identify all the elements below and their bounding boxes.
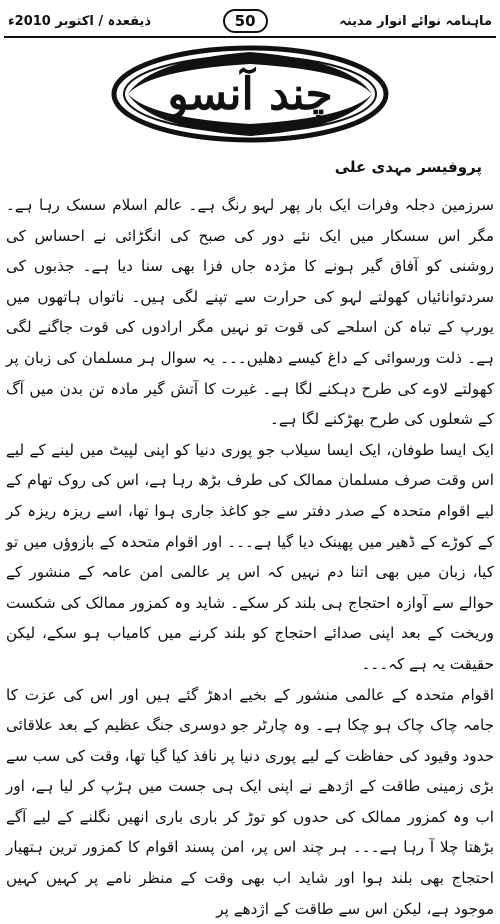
issue-date: ذیقعدہ / اکتوبر 2010ء xyxy=(8,14,151,29)
header-rule xyxy=(4,36,496,38)
paragraph: سرزمین دجلہ وفرات ایک بار پھر لہو رنگ ہے۔ عالم اسلام سسک رہا ہے۔ مگر اس سسکار میں ایک نئے دور کی صبح کی انگڑائی نے احساس کی روشنی کو آفاق گیر ہونے کا مژدہ جاں فزا بھی سنا دیا ہے۔ جذبوں کی سردتوانائیاں کھولتے لہو کی حرارت سے تپنے لگی ہیں۔ ناتواں ہاتھوں میں یورپ کے تباہ کن اسلحے کی قوت تو نہیں مگر ارادوں کی قوت جاگنے لگی ہے۔ ذلت ورسوائی کے داغ کیسے دھلیں۔۔۔ یہ سوال ہر مسلمان کی زبان پر کھولتے لاوے کی طرح دہکنے لگا ہے۔ غیرت کا آتش گیر مادہ تن بدن میں آگ کے شعلوں کی طرح بھڑکنے لگا ہے۔ xyxy=(6,190,494,435)
magazine-name: ماہنامہ نوائے انوار مدینہ xyxy=(339,14,492,29)
article-title: چند آنسو xyxy=(110,44,390,144)
page-header xyxy=(8,8,492,34)
article-author: پروفیسر مہدی علی xyxy=(335,158,482,176)
paragraph: اقوام متحدہ کے عالمی منشور کے بخیے ادھڑ گئے ہیں اور اس کی عزت کا جامہ چاک چاک ہو چکا ہے۔ وہ چارٹر جو دوسری جنگ عظیم کے بعد علاقائی حدود وقیود کی حفاظت کے لیے پوری دنیا پر نافذ کیا گیا تھا، وقت کی سب سے بڑی زمینی طاقت کے اژدھے نے اپنی ایک ہی جست میں ہڑپ کر لیا ہے، اور اب وہ کمزور ممالک کی حدوں کو توڑ کر باری باری انھیں نگلنے کے لیے آگے بڑھتا چلا آ رہا ہے۔۔۔ ہر چند اس پر، امن پسند اقوام کا کمزور ترین ہتھیار احتجاج بھی بلند ہوا اور شاید اب بھی وقت کے منظر نامے پر کہیں کہیں موجود ہے، لیکن اس سے طاقت کے اژدھے پر xyxy=(6,680,494,924)
paragraph: ایک ایسا طوفان، ایک ایسا سیلاب جو پوری دنیا کو اپنی لپیٹ میں لینے کے لیے اس وقت صرف مسلمان ممالک کی طرف بڑھ رہا ہے، اس کی روک تھام کے لیے اقوام متحدہ کے صدر دفتر سے جو کاغذ جاری ہوا تھا، اسے ریزہ ریزہ کر کے کوڑے کے ڈھیر میں پھینک دیا گیا ہے۔۔۔ اور اقوام متحدہ کے بازوؤں میں تو کیا، زبان میں بھی اتنا دم نہیں کہ اس پر عالمی امن عامہ کے منشور کے حوالے سے آوازہ احتجاج ہی بلند کر سکے۔ شاید وہ کمزور ممالک کی شکست وریخت کے بعد اپنی صدائے احتجاج کو بلند کرنے میں کامیاب ہو سکے، لیکن حقیقت یہ ہے کہ۔۔۔ xyxy=(6,435,494,680)
title-emblem xyxy=(110,44,390,144)
article-body xyxy=(6,190,494,906)
page-number: 50 xyxy=(223,9,268,33)
